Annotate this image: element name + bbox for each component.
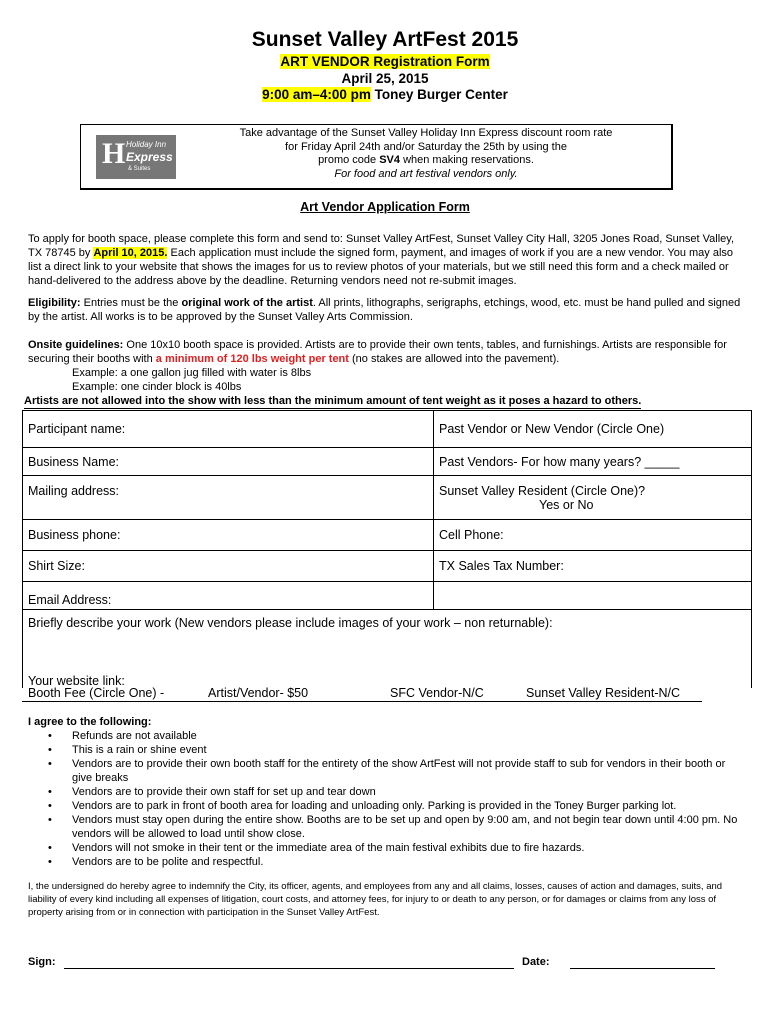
list-item: • Vendors are to provide their own booth staff for the entirety of the show ArtFest will not provide staff to sub for vendors in their booth or give breaks bbox=[72, 757, 748, 785]
fee-option-resident[interactable]: Sunset Valley Resident-N/C bbox=[526, 686, 681, 700]
fee-option-sfc[interactable]: SFC Vendor-N/C bbox=[390, 686, 484, 700]
event-venue: Toney Burger Center bbox=[370, 87, 508, 102]
list-item: • Vendors are to park in front of booth area for loading and unloading only. Parking is provided in the Toney Burger parking lot. bbox=[72, 799, 748, 813]
past-years-field[interactable]: Past Vendors- For how many years? _____ bbox=[434, 448, 752, 476]
participant-name-field[interactable]: Participant name: bbox=[23, 411, 434, 448]
shirt-size-field[interactable]: Shirt Size: bbox=[23, 551, 434, 582]
list-item: • This is a rain or shine event bbox=[72, 743, 748, 757]
tax-number-field[interactable]: TX Sales Tax Number: bbox=[434, 551, 752, 582]
date-line[interactable] bbox=[570, 968, 715, 969]
form-subtitle: ART VENDOR Registration Form bbox=[280, 54, 490, 69]
event-time: 9:00 am–4:00 pm bbox=[262, 87, 371, 102]
vendor-type-field[interactable]: Past Vendor or New Vendor (Circle One) bbox=[434, 411, 752, 448]
deadline-date: April 10, 2015. bbox=[93, 247, 168, 259]
list-item: • Vendors are to be polite and respectful. bbox=[72, 855, 748, 869]
agreement-title: I agree to the following: bbox=[28, 716, 152, 728]
event-date: April 25, 2015 bbox=[341, 71, 429, 86]
list-item: • Refunds are not available bbox=[72, 729, 748, 743]
business-phone-field[interactable]: Business phone: bbox=[23, 520, 434, 551]
mailing-address-field[interactable]: Mailing address: bbox=[23, 476, 434, 520]
website-field[interactable]: Your website link: bbox=[23, 674, 752, 688]
weight-requirement: a minimum of 120 lbs weight per tent bbox=[155, 353, 349, 365]
agreement-list bbox=[28, 729, 748, 869]
apply-instructions: To apply for booth space, please complete this form and send to: Sunset Valley ArtFest, Sunset Valley City Hall, 3205 Jones Road, Sunset Valley, TX 78745 by April 10, 2015. Each application must include the signed form, payment, and images of work if you are a new vendor. You may also list a direct link to your website that shows the images for us to review photos of your materials, but we still need this form and a check mailed or hand-delivered to the address above by the deadline. Returning vendors need not re-submit images. bbox=[28, 233, 735, 287]
tent-weight-warning: Artists are not allowed into the show with less than the minimum amount of tent weight as it poses a hazard to others. bbox=[24, 395, 642, 407]
cell-phone-field[interactable]: Cell Phone: bbox=[434, 520, 752, 551]
resident-field[interactable]: Sunset Valley Resident (Circle One)? Yes or No bbox=[434, 476, 752, 520]
date-label: Date: bbox=[522, 956, 550, 968]
email-field[interactable]: Email Address: bbox=[23, 582, 434, 610]
promo-code: SV4 bbox=[379, 154, 401, 166]
holiday-inn-express-logo: H Holiday Inn Express & Suites bbox=[96, 135, 176, 179]
fee-option-artist[interactable]: Artist/Vendor- $50 bbox=[208, 686, 309, 700]
page-title: Sunset Valley ArtFest 2015 bbox=[251, 28, 519, 51]
onsite-guidelines: Onsite guidelines: One 10x10 booth space is provided. Artists are to provide their own tents, tables, and furnishings. Artists are responsible for securing their booths with a minimum of 120 lbs weight per tent (no stakes are allowed into the pavement). Example: a one gallon jug filled with water is 8lbs Example: one cinder block is 40lbs Artists are not allowed into the show with less than the minimum amount of tent weight as it poses a hazard to others. bbox=[24, 339, 727, 407]
hotel-promo-box bbox=[80, 124, 673, 190]
fee-divider bbox=[22, 701, 702, 702]
eligibility-paragraph: Eligibility: Entries must be the original work of the artist. All prints, lithographs, serigraphs, etchings, wood, etc. must be hand pulled and signed by the artist. All works is to be approved by the Sunset Valley Arts Commission. bbox=[28, 297, 741, 323]
signature-line[interactable] bbox=[64, 968, 514, 969]
section-title: Art Vendor Application Form bbox=[300, 200, 470, 214]
promo-text: Take advantage of the Sunset Valley Holiday Inn Express discount room rate for Friday April 24th and/or Saturday the 25th by using the promo code SV4 when making reservations. For food and art festival vendors only. bbox=[239, 127, 613, 180]
list-item: • Vendors must stay open during the entire show. Booths are to be set up and open by 9:00 am, and not begin tear down until 4:00 pm. No vendors will be allowed to load until show close. bbox=[72, 813, 748, 841]
list-item: • Vendors are to provide their own staff for set up and tear down bbox=[72, 785, 748, 799]
event-time-venue bbox=[0, 87, 770, 102]
describe-work-field[interactable]: Briefly describe your work (New vendors please include images of your work – non returnable): bbox=[23, 610, 752, 674]
list-item: • Vendors will not smoke in their tent or the immediate area of the main festival exhibits due to fire hazards. bbox=[72, 841, 748, 855]
sign-label: Sign: bbox=[28, 956, 56, 968]
indemnity-disclaimer: I, the undersigned do hereby agree to indemnify the City, its officer, agents, and employees from any and all claims, losses, causes of action and damages, suits, and liability of every kind including all expenses of litigation, court costs, and attorney fees, for injury to or death to any person, or for damages or claims from any loss of property arising from or in connection with participation in the Sunset Valley ArtFest. bbox=[28, 881, 723, 918]
registration-table bbox=[22, 410, 752, 688]
business-name-field[interactable]: Business Name: bbox=[23, 448, 434, 476]
